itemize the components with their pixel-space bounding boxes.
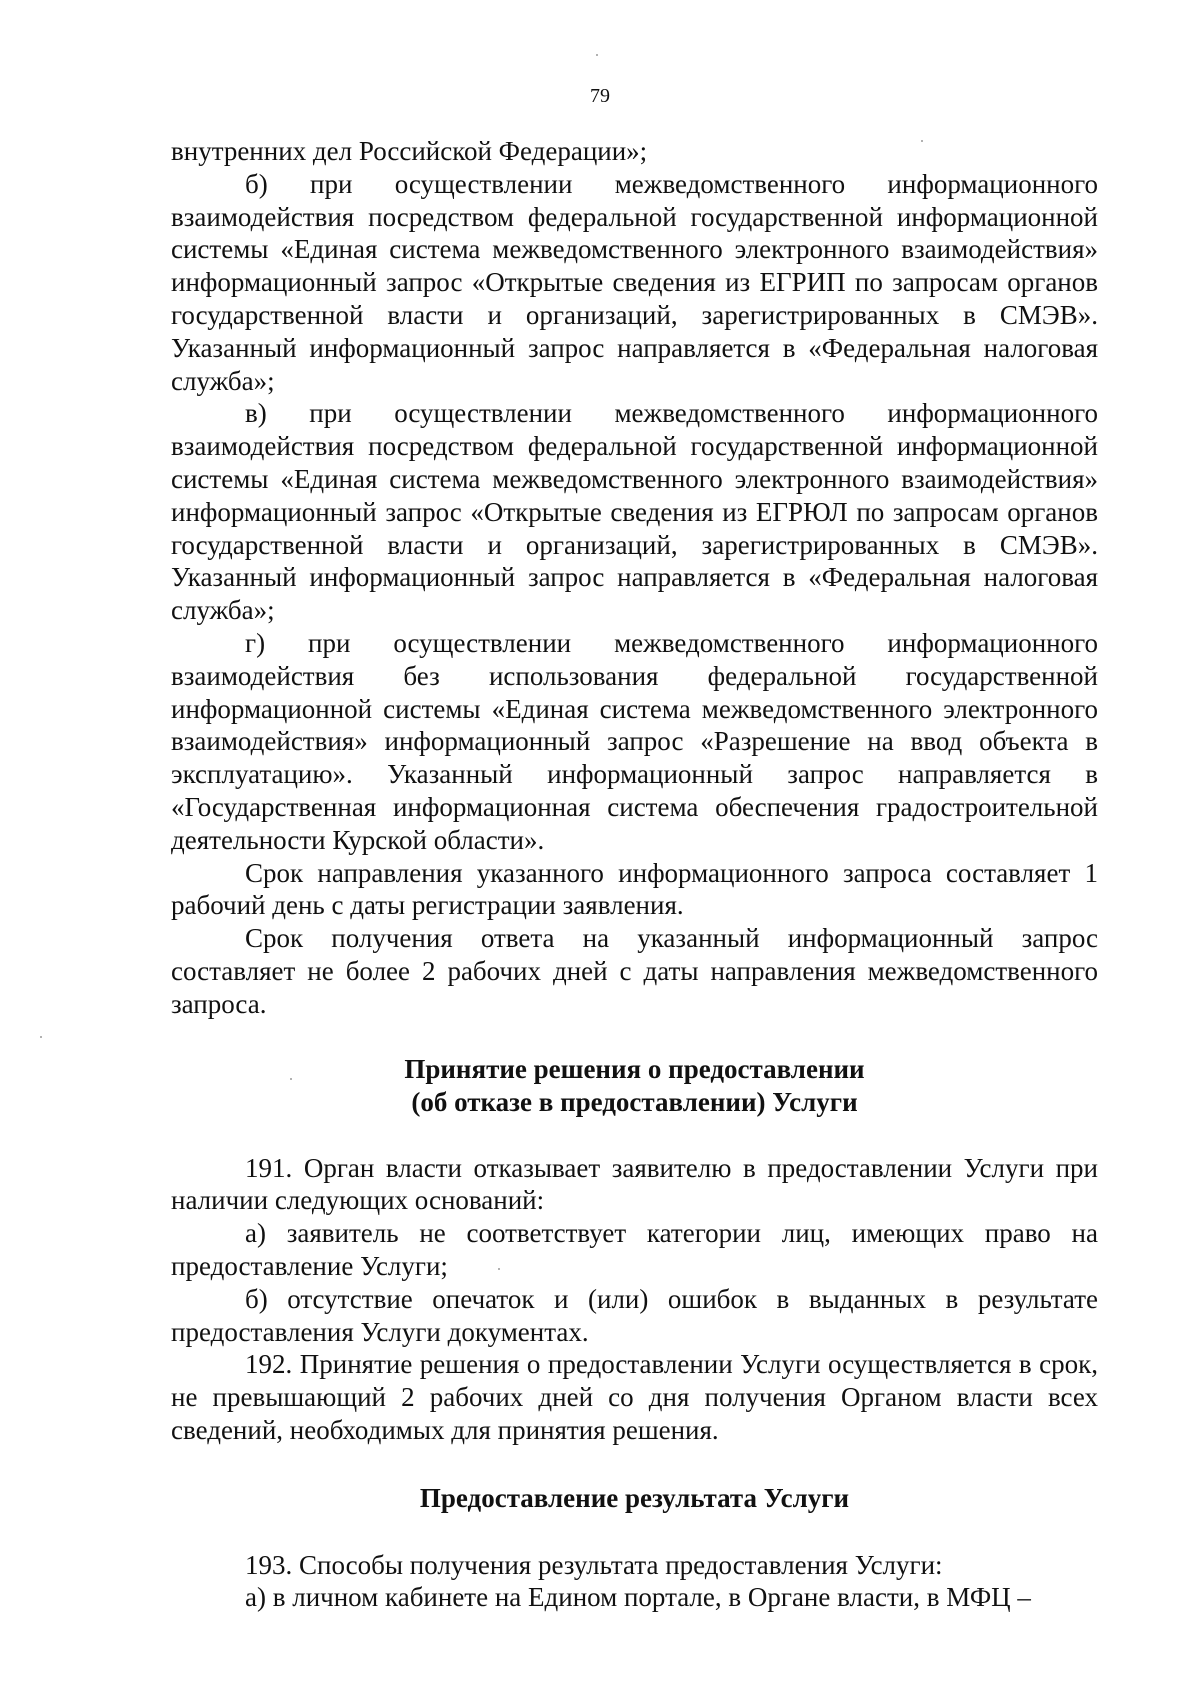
paragraph-193-a: а) в личном кабинете на Едином портале, в Органе власти, в МФЦ –: [245, 1582, 1031, 1613]
section-heading-result: Предоставление результата Услуги: [419, 1482, 850, 1513]
paragraph-response-deadline: Срок получения ответа на указанный информационный запрос составляет не более 2 рабочих дней с даты направления межведомственного запроса.: [171, 923, 1098, 1019]
spacer: [171, 1021, 1098, 1053]
paragraph-request-deadline: Срок направления указанного информационного запроса составляет 1 рабочий день с даты регистрации заявления.: [171, 857, 1098, 921]
paragraph-191: 191. Орган власти отказывает заявителю в предоставлении Услуги при наличии следующих оснований:: [171, 1152, 1098, 1216]
scan-speck: [290, 1078, 292, 1080]
spacer: [171, 1447, 1098, 1482]
scan-speck: [40, 1036, 42, 1038]
paragraph-item-g: г) при осуществлении межведомственного информационного взаимодействия без использования федеральной государственной информационной системы «Единая система межведомственного электронного взаимодействия» информационный запрос «Разрешение на ввод объекта в эксплуатацию». Указанный информационный запрос направляется в «Государственная информационная система обеспечения градостроительной деятельности Курской области».: [171, 627, 1098, 855]
spacer: [171, 1119, 1098, 1152]
spacer: [171, 1515, 1098, 1549]
paragraph-191-b: б) отсутствие опечаток и (или) ошибок в выданных в результате предоставления Услуги документах.: [171, 1283, 1098, 1347]
paragraph-192: 192. Принятие решения о предоставлении Услуги осуществляется в срок, не превышающий 2 рабочих дней со дня получения Органом власти всех сведений, необходимых для принятия решения.: [171, 1349, 1098, 1445]
scan-speck: [921, 140, 923, 142]
section-heading-decision-line1: Принятие решения о предоставлении: [404, 1053, 865, 1084]
paragraph-item-b: б) при осуществлении межведомственного информационного взаимодействия посредством федеральной государственной информационной системы «Единая система межведомственного электронного взаимодействия» информационный запрос «Открытые сведения из ЕГРИП по запросам органов государственной власти и организаций, зарегистрированных в СМЭВ». Указанный информационный запрос направляется в «Федеральная налоговая служба»;: [171, 168, 1098, 396]
paragraph-193: 193. Способы получения результата предоставления Услуги:: [245, 1549, 943, 1580]
paragraph-item-v: в) при осуществлении межведомственного информационного взаимодействия посредством федеральной государственной информационной системы «Единая система межведомственного электронного взаимодействия» информационный запрос «Открытые сведения из ЕГРЮЛ по запросам органов государственной власти и организаций, зарегистрированных в СМЭВ». Указанный информационный запрос направляется в «Федеральная налоговая служба»;: [171, 398, 1098, 626]
paragraph-191-a: а) заявитель не соответствует категории лиц, имеющих право на предоставление Услуги;: [171, 1218, 1098, 1281]
page-number: 79: [590, 85, 610, 107]
section-heading-decision-line2: (об отказе в предоставлении) Услуги: [411, 1086, 858, 1117]
paragraph-continuation: внутренних дел Российской Федерации»;: [171, 136, 648, 166]
scan-speck: [596, 54, 598, 56]
document-body: [171, 135, 1098, 1614]
scan-speck: [498, 1268, 500, 1270]
